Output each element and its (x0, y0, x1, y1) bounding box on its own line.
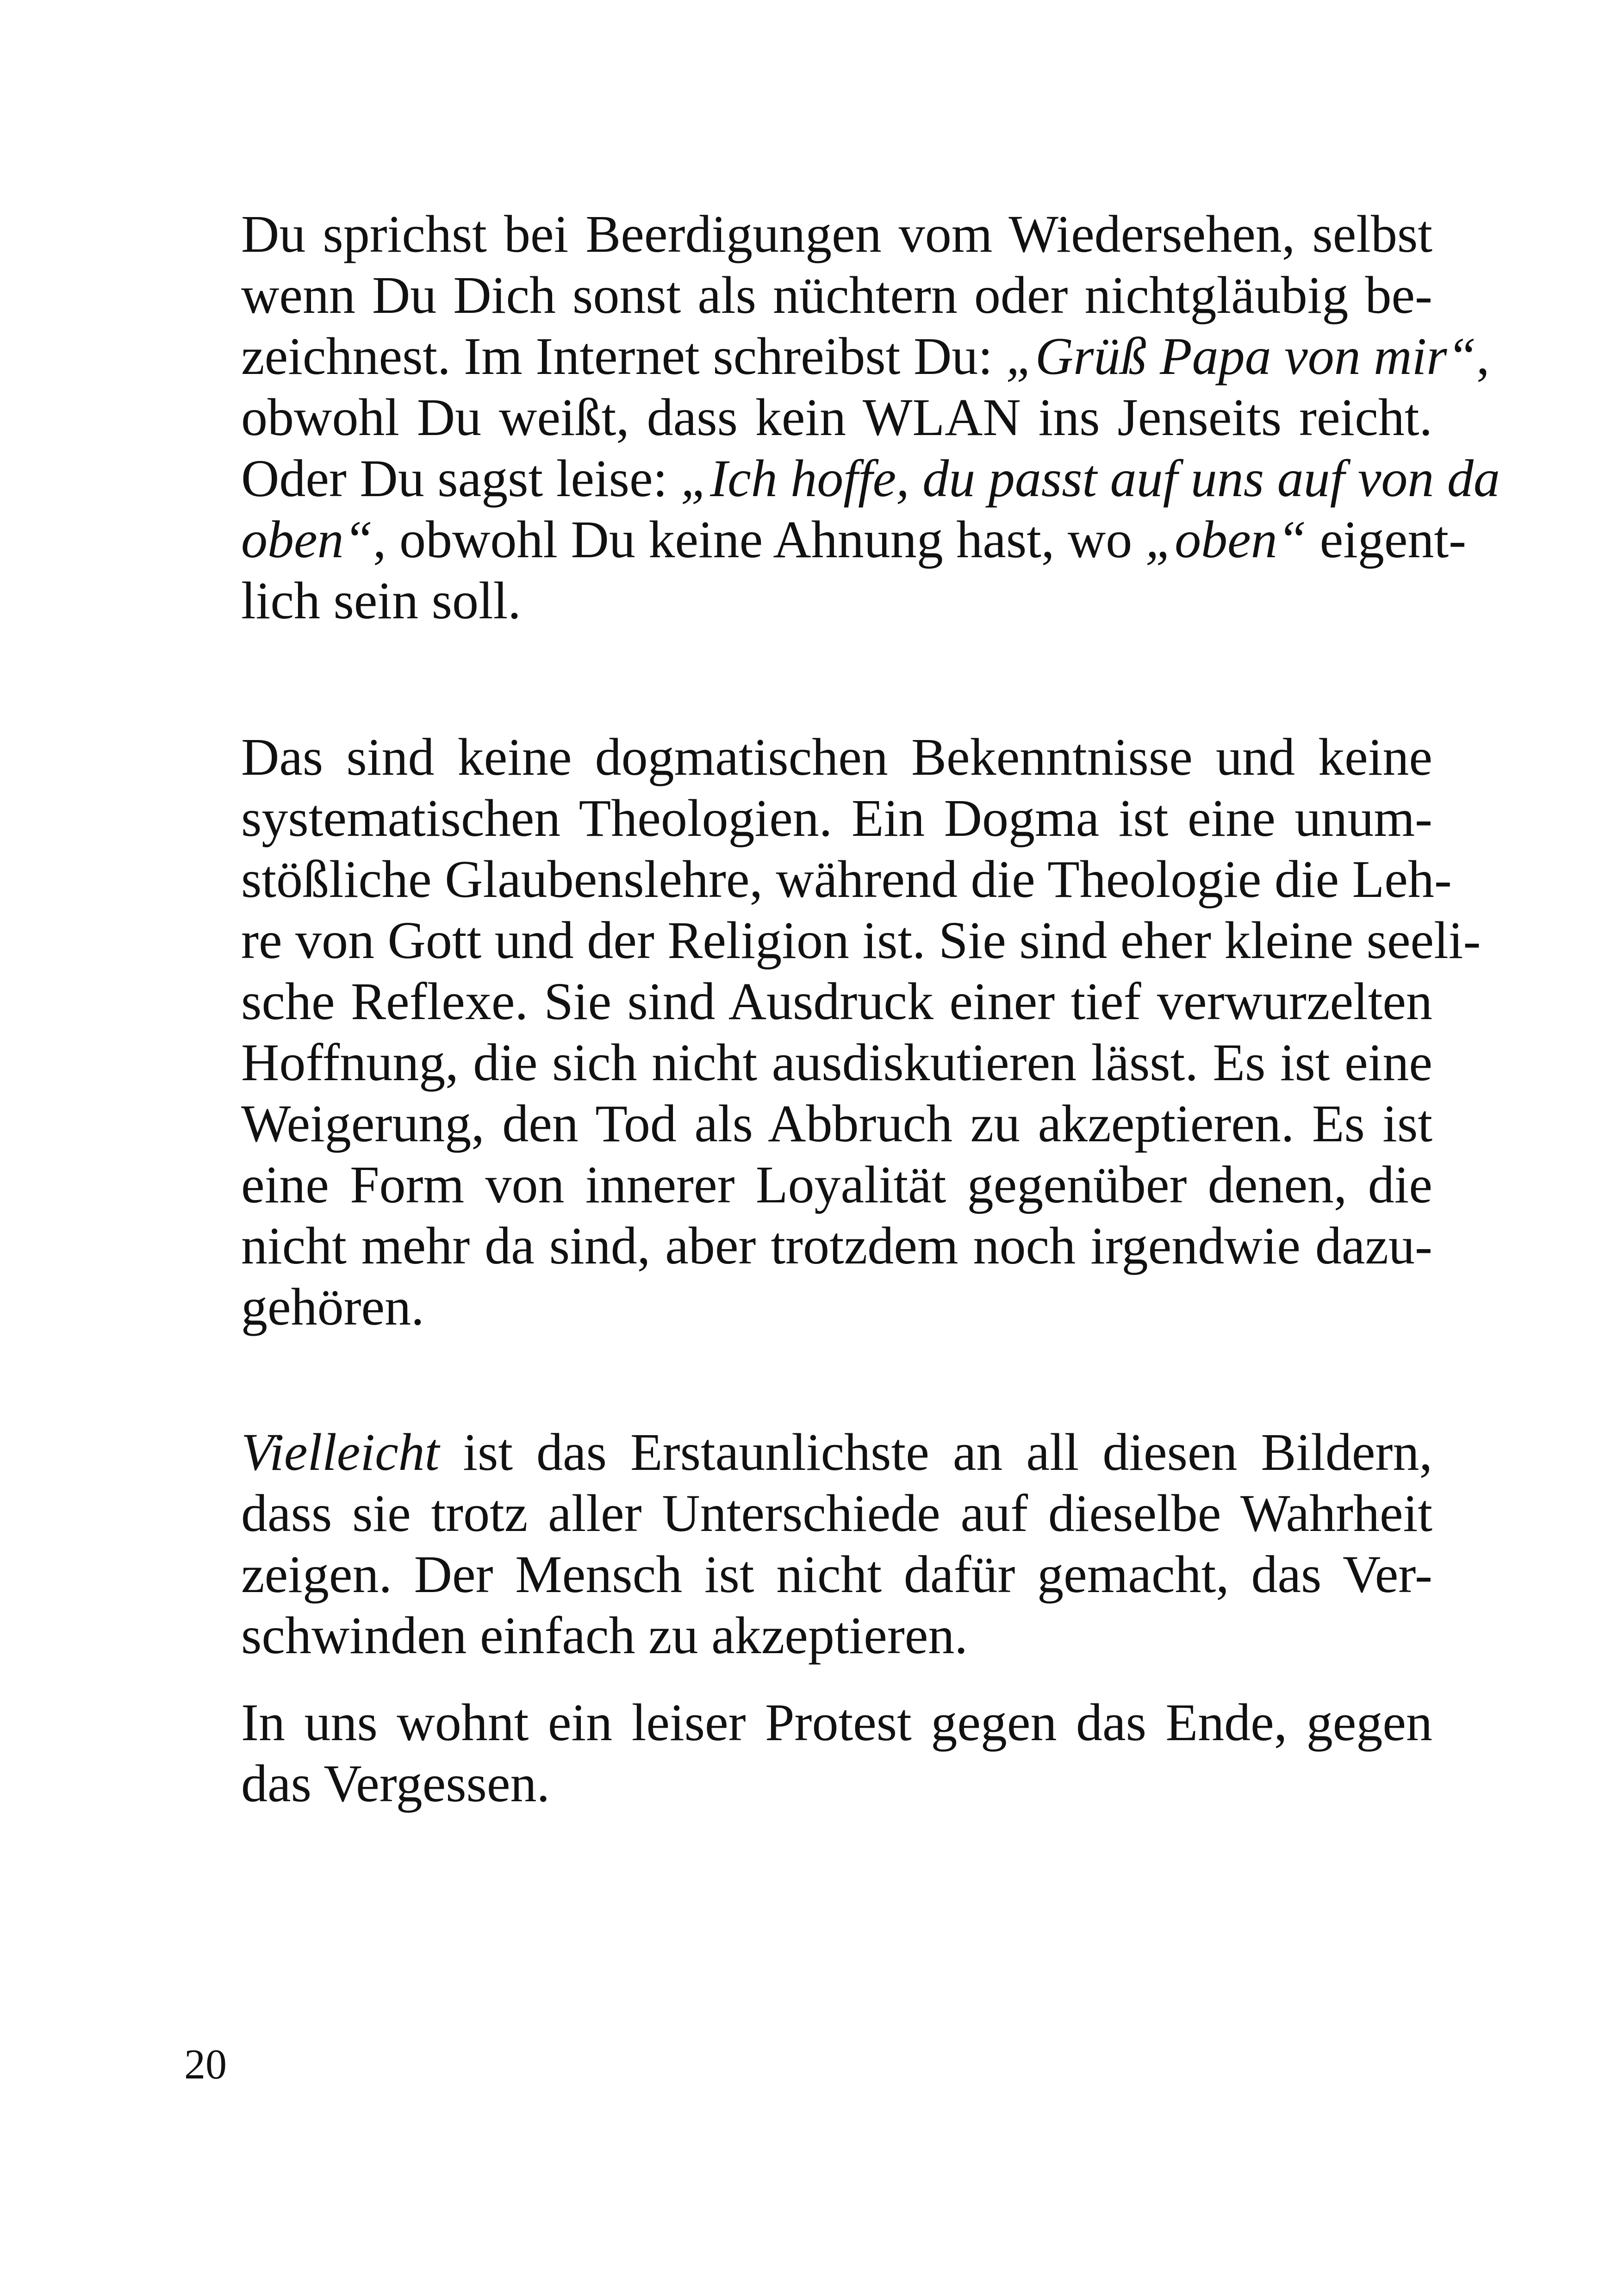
italic-text: oben“ (241, 510, 373, 569)
text-block (187, 204, 1500, 631)
paragraph (187, 1422, 1432, 1666)
italic-text: „Ich hoffe, du passt auf uns auf von da (680, 449, 1500, 508)
text-run: dass sie trotz aller Unterschiede auf dieselbe Wahrheit (241, 1484, 1432, 1543)
text-run: systematischen Theologien. Ein Dogma ist eine unum- (241, 789, 1432, 847)
text-run: zeigen. Der Mensch ist nicht dafür gemacht, das Ver- (241, 1545, 1432, 1604)
text-line (187, 387, 1432, 448)
text-run: Weigerung, den Tod als Abbruch zu akzeptieren. Es ist (241, 1094, 1432, 1153)
text-line (187, 509, 1467, 570)
text-line (187, 1215, 1432, 1276)
text-run: nicht mehr da sind, aber trotzdem noch irgendwie dazu- (241, 1216, 1432, 1275)
text-line (187, 1605, 1432, 1666)
text-line (187, 1093, 1432, 1154)
text-line (187, 1544, 1432, 1605)
text-run: obwohl Du weißt, dass kein WLAN ins Jenseits reicht. (241, 388, 1432, 447)
text-run: wenn Du Dich sonst als nüchtern oder nichtgläubig be- (241, 266, 1432, 324)
text-line (187, 910, 1481, 971)
text-run: Hoffnung, die sich nicht ausdiskutieren lässt. Es ist eine (241, 1033, 1432, 1092)
text-run: , obwohl Du keine Ahnung hast, wo (373, 510, 1145, 569)
text-run: , (1476, 327, 1490, 386)
paragraph (187, 727, 1481, 1338)
text-line (187, 1422, 1432, 1483)
text-run: eigent- (1307, 510, 1467, 569)
text-block (187, 1422, 1432, 1814)
text-line (187, 570, 1432, 631)
text-line (187, 971, 1432, 1032)
text-run: ist das Erstaunlichste an all diesen Bildern, (439, 1423, 1432, 1481)
italic-text: „Grüß Papa von mir“ (1006, 327, 1477, 386)
text-run: re von Gott und der Religion ist. Sie sind eher kleine seeli- (241, 911, 1481, 970)
text-line (187, 788, 1432, 849)
text-run: Das sind keine dogmatischen Bekenntnisse und keine (241, 728, 1432, 786)
text-run: schwinden einfach zu akzeptieren. (241, 1606, 968, 1665)
text-line (187, 448, 1500, 509)
text-line (187, 727, 1432, 788)
text-line (187, 1483, 1432, 1544)
text-line (187, 849, 1452, 910)
text-line (187, 1154, 1432, 1215)
text-line (187, 1692, 1432, 1753)
text-run: Du sprichst bei Beerdigungen vom Wiedersehen, selbst (241, 205, 1432, 263)
italic-text: „oben“ (1145, 510, 1307, 569)
text-run: lich sein soll. (241, 571, 521, 630)
text-run: zeichnest. Im Internet schreibst Du: (241, 327, 1006, 386)
text-line (187, 1276, 1432, 1338)
italic-text: Vielleicht (241, 1423, 440, 1481)
page-number: 20 (184, 2041, 227, 2088)
text-line (187, 1032, 1432, 1093)
text-run: Oder Du sagst leise: (241, 449, 681, 508)
text-run: das Vergessen. (241, 1754, 550, 1813)
text-run: sche Reflexe. Sie sind Ausdruck einer tief verwurzelten (241, 972, 1432, 1031)
text-run: In uns wohnt ein leiser Protest gegen das Ende, gegen (241, 1693, 1432, 1752)
text-line (187, 1753, 1432, 1814)
text-run: eine Form von innerer Loyalität gegenüber denen, die (241, 1155, 1432, 1214)
text-line (187, 326, 1490, 387)
paragraph (187, 1692, 1432, 1814)
text-line (187, 204, 1432, 265)
paragraph (187, 204, 1500, 631)
text-block (187, 727, 1481, 1338)
text-run: gehören. (241, 1277, 424, 1336)
text-line (187, 265, 1432, 326)
text-run: stößliche Glaubenslehre, während die Theologie die Leh- (241, 850, 1452, 908)
